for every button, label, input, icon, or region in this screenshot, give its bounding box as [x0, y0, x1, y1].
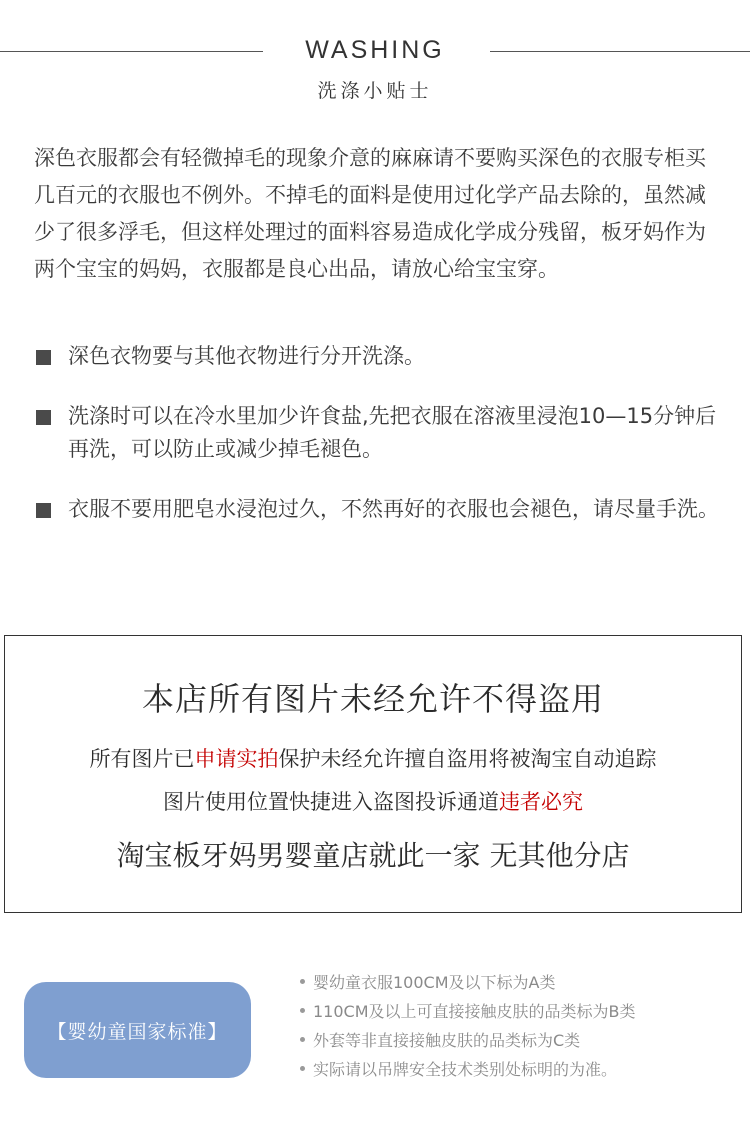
- national-standard-badge: 【婴幼童国家标准】: [24, 982, 251, 1078]
- standards-item: [300, 997, 740, 1026]
- notice-highlight-violators: 违者必究: [499, 790, 583, 814]
- header-subtitle: 洗涤小贴士: [317, 80, 433, 102]
- standards-item: [300, 968, 740, 997]
- header-divider-right: [490, 51, 750, 52]
- standards-item-text: 婴幼童衣服100CM及以下标为A类: [313, 973, 556, 992]
- standards-item-text: 110CM及以上可直接接触皮肤的品类标为B类: [313, 1002, 636, 1021]
- notice-line-2: [5, 786, 741, 816]
- washing-tips-list: [34, 340, 724, 526]
- notice-line-1: [5, 743, 741, 773]
- washing-header: [0, 30, 750, 110]
- notice-line-2-pre: 图片使用位置快捷进入盗图投诉通道: [163, 790, 499, 814]
- notice-title: 本店所有图片未经允许不得盗用: [141, 680, 604, 718]
- square-bullet-icon: [36, 410, 51, 425]
- square-bullet-icon: [36, 503, 51, 518]
- notice-line-1-pre: 所有图片已: [89, 747, 195, 771]
- tip-item: [34, 340, 724, 373]
- standards-item-text: 外套等非直接接触皮肤的品类标为C类: [313, 1031, 581, 1050]
- header-title: WASHING: [305, 36, 445, 64]
- square-bullet-icon: [36, 350, 51, 365]
- standards-list: [300, 968, 740, 1084]
- standards-item: [300, 1026, 740, 1055]
- notice-highlight-real-photo: 申请实拍: [194, 747, 279, 771]
- copyright-notice-box: [4, 635, 742, 913]
- tip-text: 深色衣物要与其他衣物进行分开洗涤。: [68, 344, 425, 368]
- standards-item-text: 实际请以吊牌安全技术类别处标明的为准。: [313, 1060, 618, 1079]
- standards-item: [300, 1055, 740, 1084]
- tip-item: [34, 400, 724, 466]
- notice-line-1-post: 保护未经允许擅自盗用将被淘宝自动追踪: [278, 747, 657, 771]
- intro-paragraph: 深色衣服都会有轻微掉毛的现象介意的麻麻请不要购买深色的衣服专柜买几百元的衣服也不例外。不掉毛的面料是使用过化学产品去除的，虽然减少了很多浮毛，但这样处理过的面料容易造成化学成分残留，板牙妈作为两个宝宝的妈妈，衣服都是良心出品，请放心给宝宝穿。: [34, 146, 706, 281]
- dot-bullet-icon: [300, 979, 305, 984]
- notice-line-3: 淘宝板牙妈男婴童店就此一家 无其他分店: [116, 839, 630, 872]
- tip-item: [34, 493, 724, 526]
- dot-bullet-icon: [300, 1037, 305, 1042]
- tip-text: 洗涤时可以在冷水里加少许食盐,先把衣服在溶液里浸泡10—15分钟后再洗，可以防止或减少掉毛褪色。: [68, 404, 717, 461]
- dot-bullet-icon: [300, 1008, 305, 1013]
- tip-text: 衣服不要用肥皂水浸泡过久，不然再好的衣服也会褪色，请尽量手洗。: [68, 497, 719, 521]
- dot-bullet-icon: [300, 1066, 305, 1071]
